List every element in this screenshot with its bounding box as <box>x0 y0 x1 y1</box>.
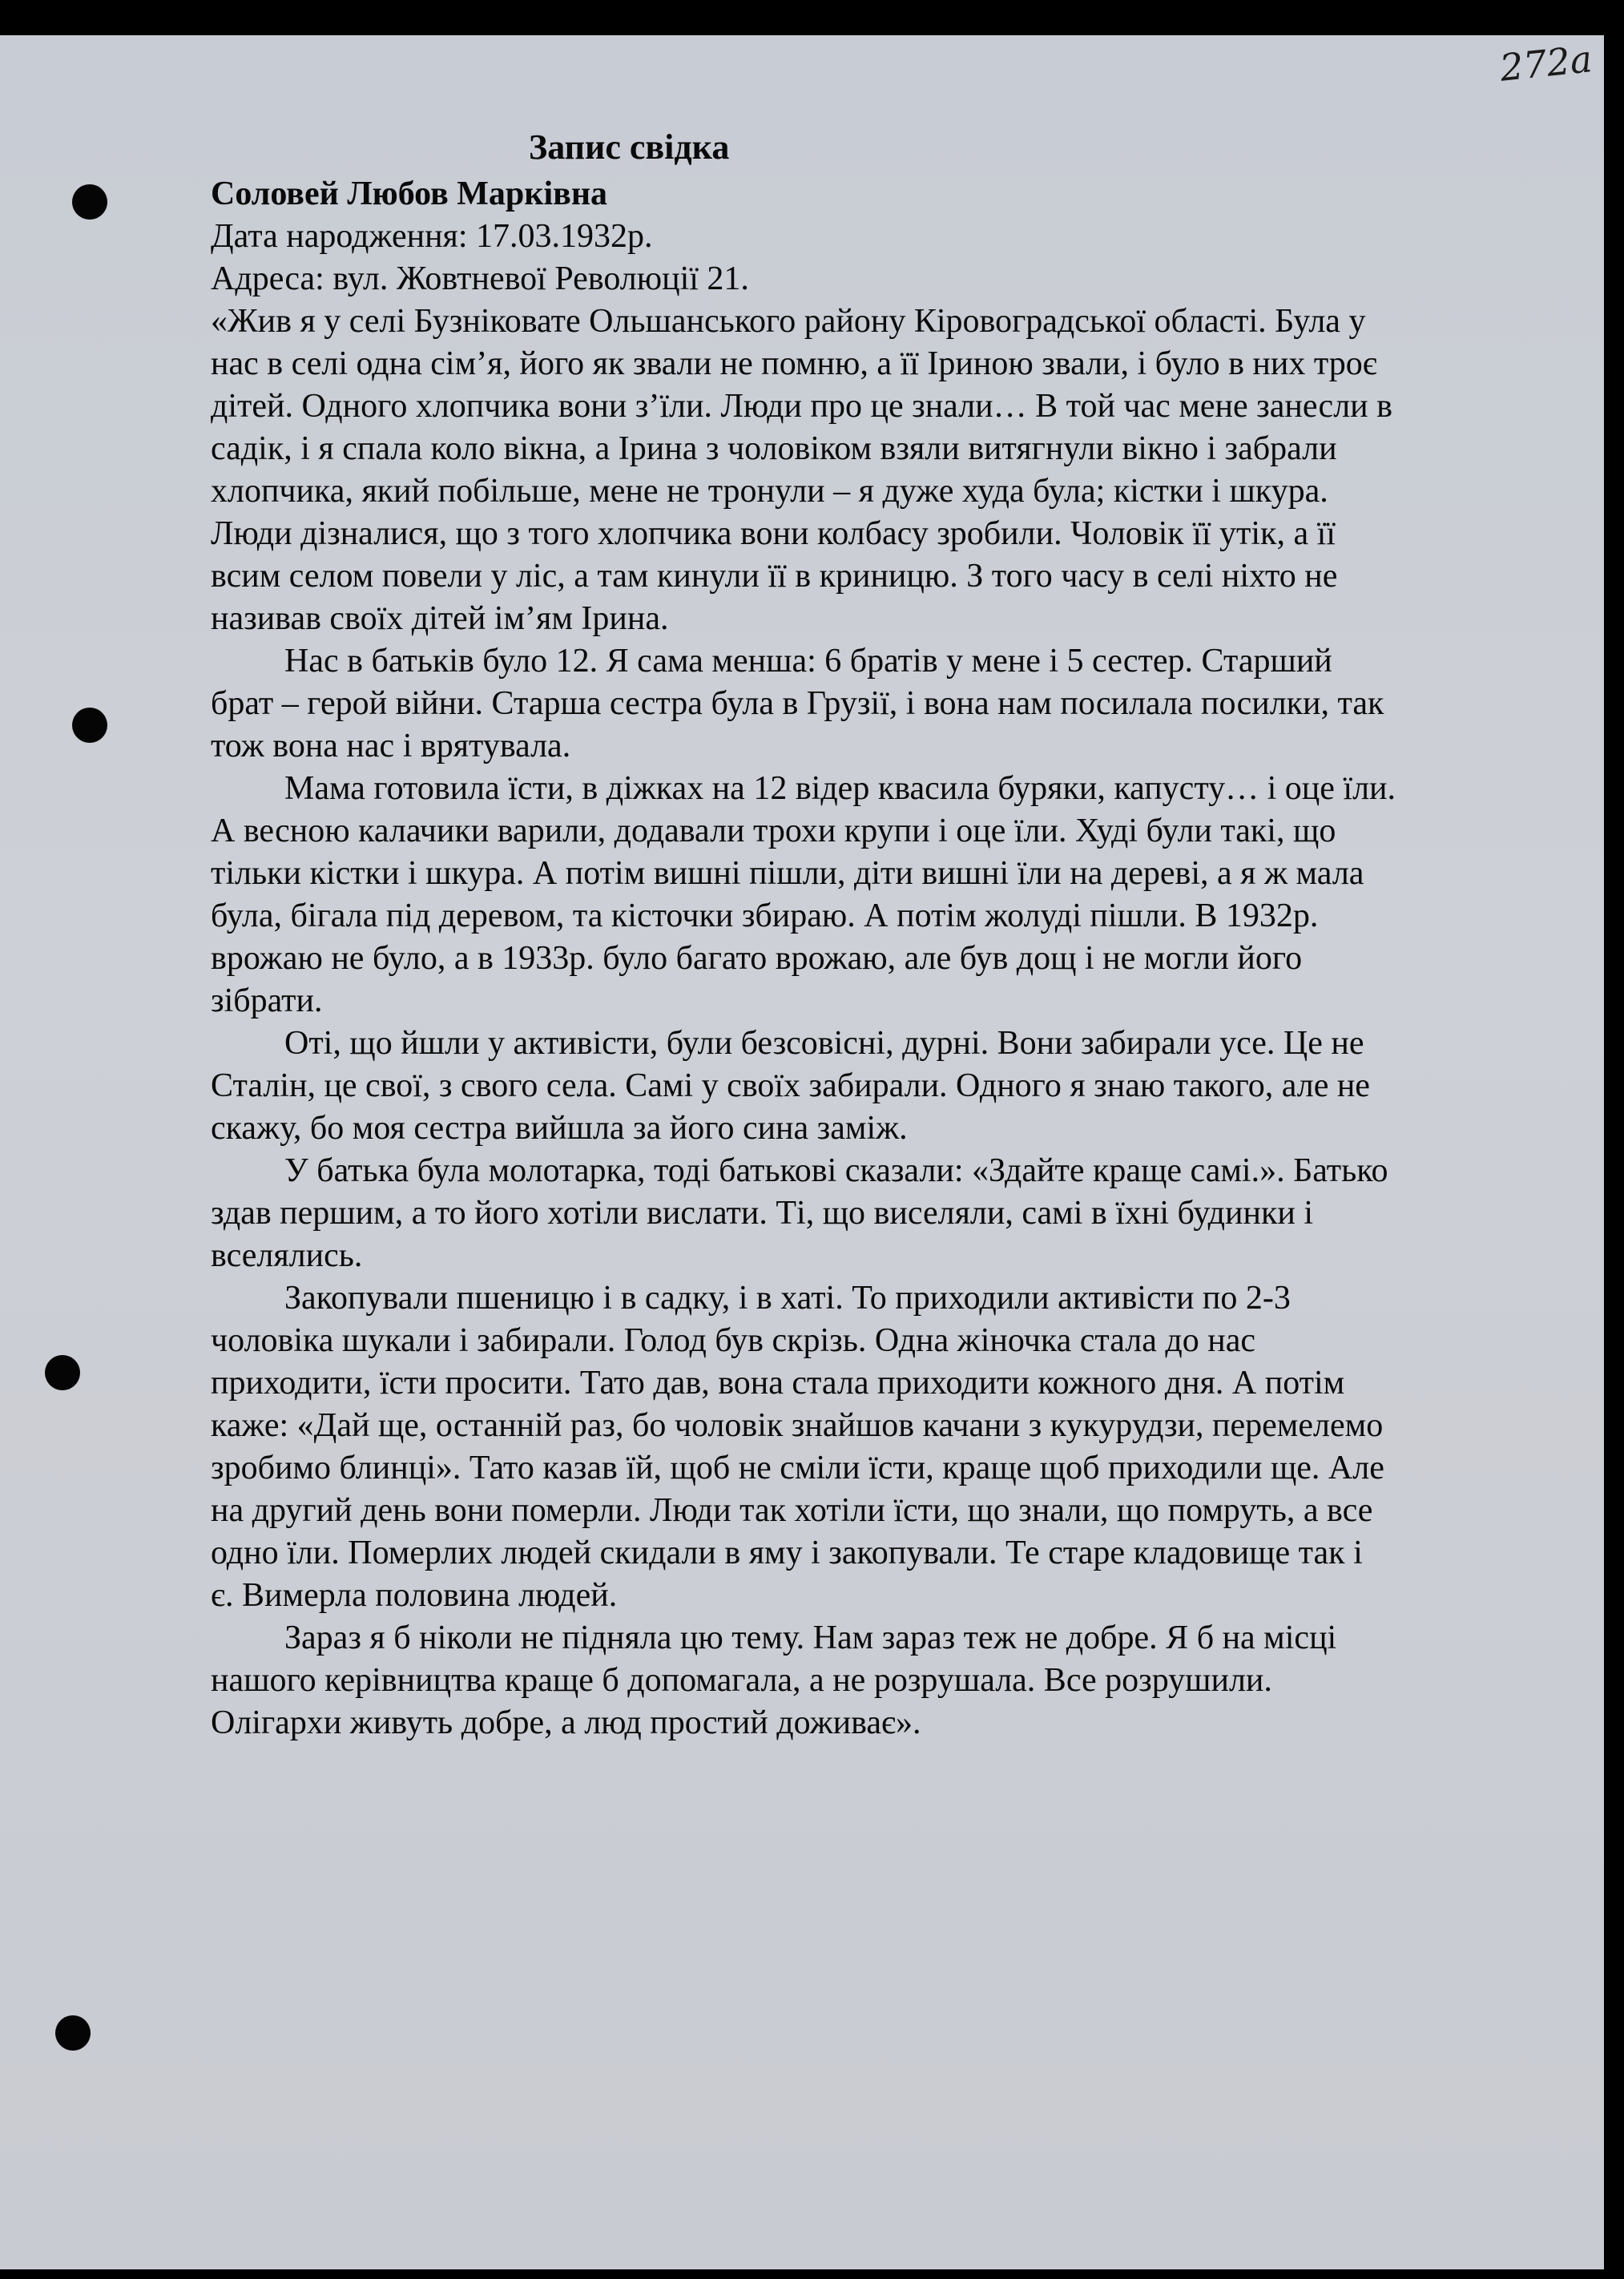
text-line: врожаю не було, а в 1933р. було багато врожаю, але був дощ і не могли його <box>211 940 1303 977</box>
text-line: нас в селі одна сім’я, його як звали не помню, а її Іриною звали, і було в них троє <box>211 345 1377 382</box>
text-line: скажу, бо моя сестра вийшла за його сина заміж. <box>211 1110 908 1147</box>
text-line: всим селом повели у ліс, а там кинули її в криницю. З того часу в селі ніхто не <box>211 558 1338 595</box>
paragraph <box>211 1277 1396 1617</box>
paragraph <box>211 640 1396 768</box>
witness-name: Соловей Любов Марківна <box>211 175 608 212</box>
paragraph <box>211 301 1396 640</box>
text-line: «Жив я у селі Бузніковате Ольшанського району Кіровоградської області. Була у <box>211 303 1366 340</box>
paragraph <box>211 1150 1396 1277</box>
text-line: каже: «Дай ще, останній раз, бо чоловік знайшов качани з кукурудзи, перемелемо <box>211 1407 1384 1444</box>
text-line: У батька була молотарка, тоді батькові сказали: «Здайте краще самі.». Батько <box>284 1152 1388 1189</box>
birth-date: Дата народження: 17.03.1932р. <box>211 218 653 255</box>
text-line: чоловіка шукали і забирали. Голод був скрізь. Одна жіночка стала до нас <box>211 1322 1256 1359</box>
text-line: Мама готовила їсти, в діжках на 12 відер квасила буряки, капусту… і оце їли. <box>284 770 1396 807</box>
document-title: Запис свідка <box>529 127 730 167</box>
text-line: дітей. Одного хлопчика вони з’їли. Люди про це знали… В той час мене занесли в <box>211 388 1392 425</box>
text-line: Зараз я б ніколи не підняла цю тему. Нам зараз теж не добре. Я б на місці <box>284 1620 1337 1656</box>
text-line: садік, і я спала коло вікна, а Ірина з чоловіком взяли витягнули вікно і забрали <box>211 430 1337 467</box>
text-line: А весною калачики варили, додавали трохи крупи і оце їли. Худі були такі, що <box>211 813 1336 849</box>
text-line: на другий день вони померли. Люди так хотіли їсти, що знали, що помруть, а все <box>211 1492 1373 1529</box>
text-line: Оті, що йшли у активісти, були безсовісні, дурні. Вони забирали усе. Це не <box>284 1025 1364 1062</box>
text-line: Олігархи живуть добре, а люд простий доживає». <box>211 1704 921 1741</box>
punch-hole <box>45 1355 80 1390</box>
paragraph <box>211 1023 1396 1150</box>
document-body <box>211 173 1396 1745</box>
paragraph <box>211 1617 1396 1745</box>
text-line: Закопували пшеницю і в садку, і в хаті. То приходили активісти по 2-3 <box>284 1280 1291 1317</box>
text-line: одно їли. Померлих людей скидали в яму і закопували. Те старе кладовище так і <box>211 1535 1363 1571</box>
text-line: Сталін, це свої, з свого села. Самі у своїх забирали. Одного я знаю такого, але не <box>211 1067 1370 1104</box>
text-line: нашого керівництва краще б допомагала, а не розрушала. Все розрушили. <box>211 1662 1272 1699</box>
punch-hole <box>72 708 107 743</box>
text-line: Люди дізналися, що з того хлопчика вони колбасу зробили. Чоловік її утік, а її <box>211 515 1336 552</box>
punch-hole <box>55 2015 91 2051</box>
text-line: тож вона нас і врятувала. <box>211 728 571 764</box>
text-line: зібрати. <box>211 982 323 1019</box>
punch-hole <box>72 184 107 220</box>
text-line: хлопчика, який побільше, мене не тронули – я дуже худа була; кістки і шкура. <box>211 473 1328 510</box>
text-line: тільки кістки і шкура. А потім вишні пішли, діти вишні їли на дереві, а я ж мала <box>211 855 1364 892</box>
text-line: приходити, їсти просити. Тато дав, вона стала приходити кожного дня. А потім <box>211 1365 1345 1402</box>
text-line: брат – герой війни. Старша сестра була в Грузії, і вона нам посилала посилки, так <box>211 685 1384 722</box>
handwritten-page-number: 272а <box>1497 37 1594 90</box>
testimony-text <box>211 301 1396 1745</box>
paragraph <box>211 768 1396 1023</box>
text-line: зробимо блинці». Тато казав їй, щоб не сміли їсти, краще щоб приходили ще. Але <box>211 1450 1384 1486</box>
text-line: була, бігала під деревом, та кісточки збираю. А потім жолуді пішли. В 1932р. <box>211 897 1319 934</box>
text-line: є. Вимерла половина людей. <box>211 1577 618 1614</box>
text-line: вселялись. <box>211 1237 363 1274</box>
text-line: називав своїх дітей ім’ям Ірина. <box>211 600 669 637</box>
text-line: Нас в батьків було 12. Я сама менша: 6 братів у мене і 5 сестер. Старший <box>284 643 1332 680</box>
address: Адреса: вул. Жовтневої Революції 21. <box>211 260 749 297</box>
text-line: здав першим, а то його хотіли вислати. Ті, що виселяли, самі в їхні будинки і <box>211 1195 1314 1232</box>
